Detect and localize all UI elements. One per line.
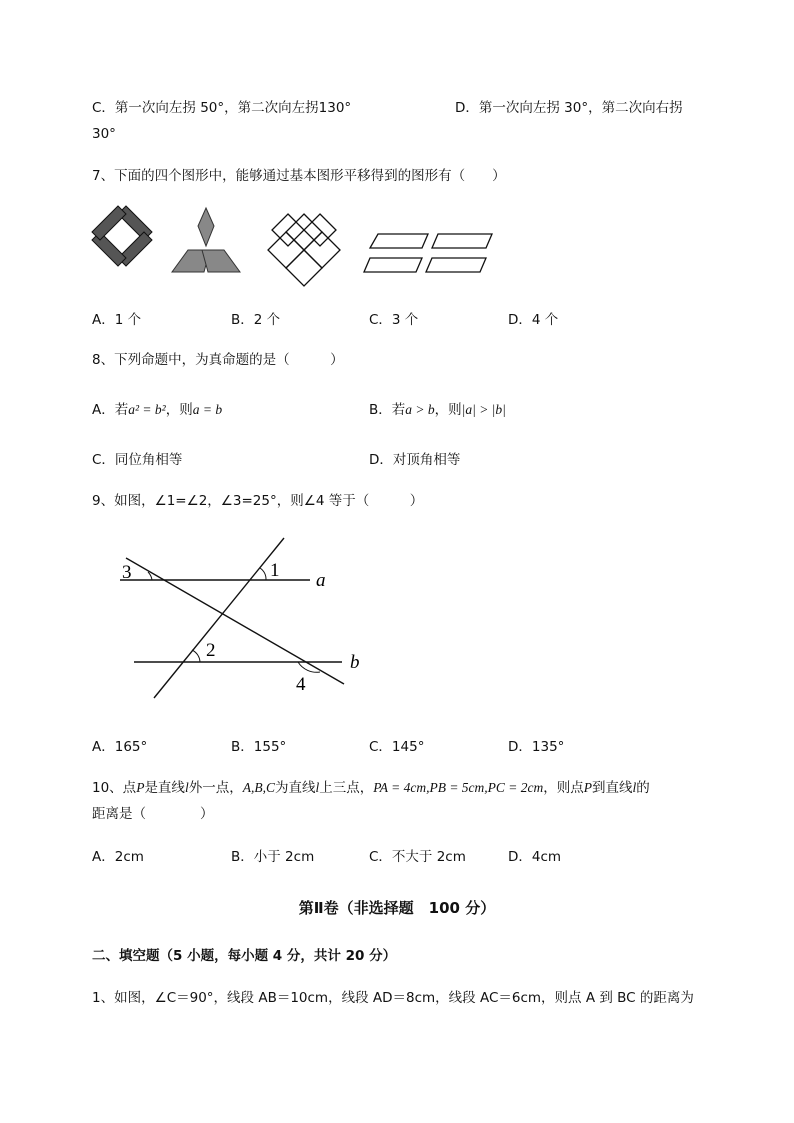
q9-stem: 9、如图，∠1=∠2，∠3=25°，则∠4 等于（ ） <box>92 493 424 509</box>
q9-label-3: 3 <box>122 562 132 583</box>
q10-text: ，则点 <box>543 780 584 796</box>
q10-line-l: l <box>632 780 637 795</box>
q8-option-b <box>369 400 506 420</box>
q10-line-l: l <box>315 780 320 795</box>
q7-figure-2 <box>172 208 240 272</box>
q10-text: 是直线 <box>144 780 185 796</box>
q10-option-b: B．小于 2cm <box>231 849 315 865</box>
q8-option-a-prefix: A．若 <box>92 402 129 418</box>
q8-option-b-result: |a| > |b| <box>461 402 506 417</box>
q8-option-a <box>92 400 222 420</box>
q9-angle-2-arc <box>192 650 200 662</box>
q8-option-b-prefix: B．若 <box>369 402 406 418</box>
q9-label-a: a <box>316 570 326 591</box>
q7-option-d: D．4 个 <box>508 312 559 328</box>
q8-option-b-mid: ，则 <box>434 402 462 418</box>
q10-text: 外一点， <box>188 780 243 796</box>
q9-transversal-1 <box>154 538 284 698</box>
q10-text: 到直线 <box>592 780 633 796</box>
q7-option-a: A．1 个 <box>92 312 142 328</box>
q7-option-b: B．2 个 <box>231 312 281 328</box>
q9-option-a: A．165° <box>92 739 148 755</box>
q6-option-d-continued: 30° <box>92 126 116 142</box>
q9-label-4: 4 <box>296 674 306 695</box>
q9-label-1: 1 <box>270 560 280 581</box>
q7-stem: 7、下面的四个图形中，能够通过基本图形平移得到的图形有（ ） <box>92 168 506 184</box>
q10-text: 10、点 <box>92 780 137 796</box>
q9-option-d: D．135° <box>508 739 565 755</box>
q10-point-p: P <box>583 780 593 795</box>
q7-figure-1 <box>92 206 152 266</box>
q7-figures <box>88 202 518 292</box>
q8-option-b-condition: a > b <box>405 402 435 417</box>
q10-point-p: P <box>136 780 145 795</box>
section-fill-in-blank-heading: 二、填空题（5 小题，每小题 4 分，共计 20 分） <box>92 948 397 964</box>
q10-option-d: D．4cm <box>508 849 562 865</box>
q10-points-abc: A,B,C <box>242 780 275 795</box>
fill-q1-stem: 1、如图，∠C＝90°，线段 AB＝10cm，线段 AD＝8cm，线段 AC＝6cm，则点 A 到 BC 的距离为 <box>92 990 694 1006</box>
q10-line-l: l <box>184 780 189 795</box>
q10-text: 为直线 <box>274 780 316 796</box>
q10-option-a: A．2cm <box>92 849 144 865</box>
q8-option-c: C．同位角相等 <box>92 452 183 468</box>
q8-stem: 8、下列命题中，为真命题的是（ ） <box>92 352 344 368</box>
q7-figure-3 <box>268 214 340 286</box>
q9-label-b: b <box>350 652 360 673</box>
q10-text: 的 <box>636 780 650 796</box>
q7-figure-4 <box>364 234 492 272</box>
q8-option-a-condition: a² = b² <box>128 402 166 417</box>
q9-option-c: C．145° <box>369 739 425 755</box>
q8-option-d: D．对顶角相等 <box>369 452 461 468</box>
q9-transversal-2 <box>126 558 344 684</box>
part2-title: 第Ⅱ卷（非选择题 100 分） <box>298 899 496 917</box>
q9-angle-1-arc <box>260 568 266 580</box>
q6-option-d: D．第一次向左拐 30°，第二次向右拐 <box>455 100 683 116</box>
q7-option-c: C．3 个 <box>369 312 419 328</box>
q9-option-b: B．155° <box>231 739 287 755</box>
q10-stem-line1 <box>92 778 650 798</box>
q8-option-a-result: a = b <box>192 402 223 417</box>
q10-option-c: C．不大于 2cm <box>369 849 466 865</box>
q9-label-2: 2 <box>206 640 216 661</box>
q9-figure <box>112 532 412 712</box>
q8-option-a-mid: ，则 <box>165 402 193 418</box>
q10-stem-line2: 距离是（ ） <box>92 806 214 822</box>
q10-text: 上三点， <box>319 780 374 796</box>
q10-lengths: PA = 4cm,PB = 5cm,PC = 2cm <box>373 780 544 795</box>
q6-option-c: C．第一次向左拐 50°，第二次向左拐130° <box>92 100 352 116</box>
